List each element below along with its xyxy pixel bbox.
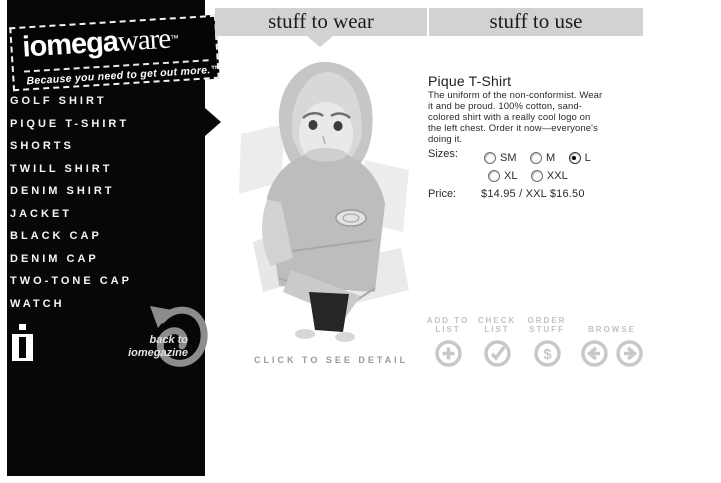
product-title: Pique T-Shirt: [428, 73, 512, 89]
plus-circle-icon[interactable]: [435, 340, 462, 367]
price-value: $14.95 / XXL $16.50: [481, 188, 585, 200]
iomegaware-logo[interactable]: [9, 15, 220, 92]
sidebar-item-watch[interactable]: WATCH: [10, 297, 65, 310]
product-menu: [10, 90, 195, 315]
size-option-m[interactable]: M: [530, 152, 555, 164]
tab-stuff-to-use[interactable]: stuff to use: [429, 8, 643, 36]
arrow-left-circle-icon[interactable]: [581, 340, 608, 367]
sidebar-item-shorts[interactable]: SHORTS: [10, 140, 74, 152]
active-tab-pointer-icon: [307, 36, 333, 47]
radio-sm[interactable]: [484, 152, 496, 164]
check-list-button[interactable]: CHECK LIST: [473, 317, 521, 367]
order-stuff-button[interactable]: ORDER STUFF $: [523, 317, 571, 367]
browse-buttons[interactable]: BROWSE: [575, 325, 649, 367]
size-option-l[interactable]: L: [569, 152, 591, 164]
sidebar-item-black-cap[interactable]: BLACK CAP: [10, 230, 102, 242]
logo-ware-text: ware: [116, 22, 172, 58]
radio-xl[interactable]: [488, 170, 500, 182]
tab-stuff-to-wear[interactable]: stuff to wear: [215, 8, 427, 36]
radio-l-selected[interactable]: [569, 152, 581, 164]
radio-m[interactable]: [530, 152, 542, 164]
iomega-i-icon[interactable]: [12, 324, 34, 362]
check-circle-icon[interactable]: [484, 340, 511, 367]
click-to-see-detail-label[interactable]: CLICK TO SEE DETAIL: [254, 355, 409, 365]
sidebar-item-jacket[interactable]: JACKET: [10, 207, 73, 220]
back-to-iomegazine-link[interactable]: [88, 334, 188, 360]
active-item-arrow-icon: [205, 108, 221, 136]
logo-iomega-text: iomega: [21, 25, 119, 64]
size-option-sm[interactable]: SM: [484, 152, 517, 164]
size-option-xl[interactable]: XL: [488, 170, 517, 182]
add-to-list-button[interactable]: ADD TO LIST: [425, 317, 471, 367]
price-label: Price:: [428, 188, 457, 200]
brand-tagline: Because you need to get out more.™: [26, 63, 222, 88]
sidebar-item-two-tone-cap[interactable]: TWO-TONE CAP: [10, 275, 132, 287]
logo-trademark: ™: [169, 33, 180, 44]
svg-text:$: $: [542, 346, 552, 363]
size-option-xxl[interactable]: XXL: [531, 170, 568, 182]
sidebar-item-denim-shirt[interactable]: DENIM SHIRT: [10, 185, 115, 197]
size-options-row2: [488, 169, 577, 187]
product-description: The uniform of the non-conformist. Wear it and be proud. 100% cotton, sand-colored shirt with a really cool logo on the left chest. Order it now—everyone's doing it.: [428, 90, 603, 145]
arrow-right-circle-icon[interactable]: [616, 340, 643, 367]
back-link-line1: back to: [149, 334, 188, 346]
sidebar-item-twill-shirt[interactable]: TWILL SHIRT: [10, 162, 113, 175]
sidebar-item-golf-shirt[interactable]: GOLF SHIRT: [10, 95, 107, 107]
sidebar-item-pique-t-shirt[interactable]: PIQUE T-SHIRT: [10, 117, 130, 130]
sizes-label: Sizes:: [428, 148, 458, 160]
size-options-row1: [484, 151, 600, 169]
sidebar-item-denim-cap[interactable]: DENIM CAP: [10, 252, 99, 265]
back-link-line2: iomegazine: [128, 347, 188, 359]
product-photo[interactable]: [233, 52, 417, 346]
radio-xxl[interactable]: [531, 170, 543, 182]
dollar-circle-icon[interactable]: [534, 340, 561, 367]
